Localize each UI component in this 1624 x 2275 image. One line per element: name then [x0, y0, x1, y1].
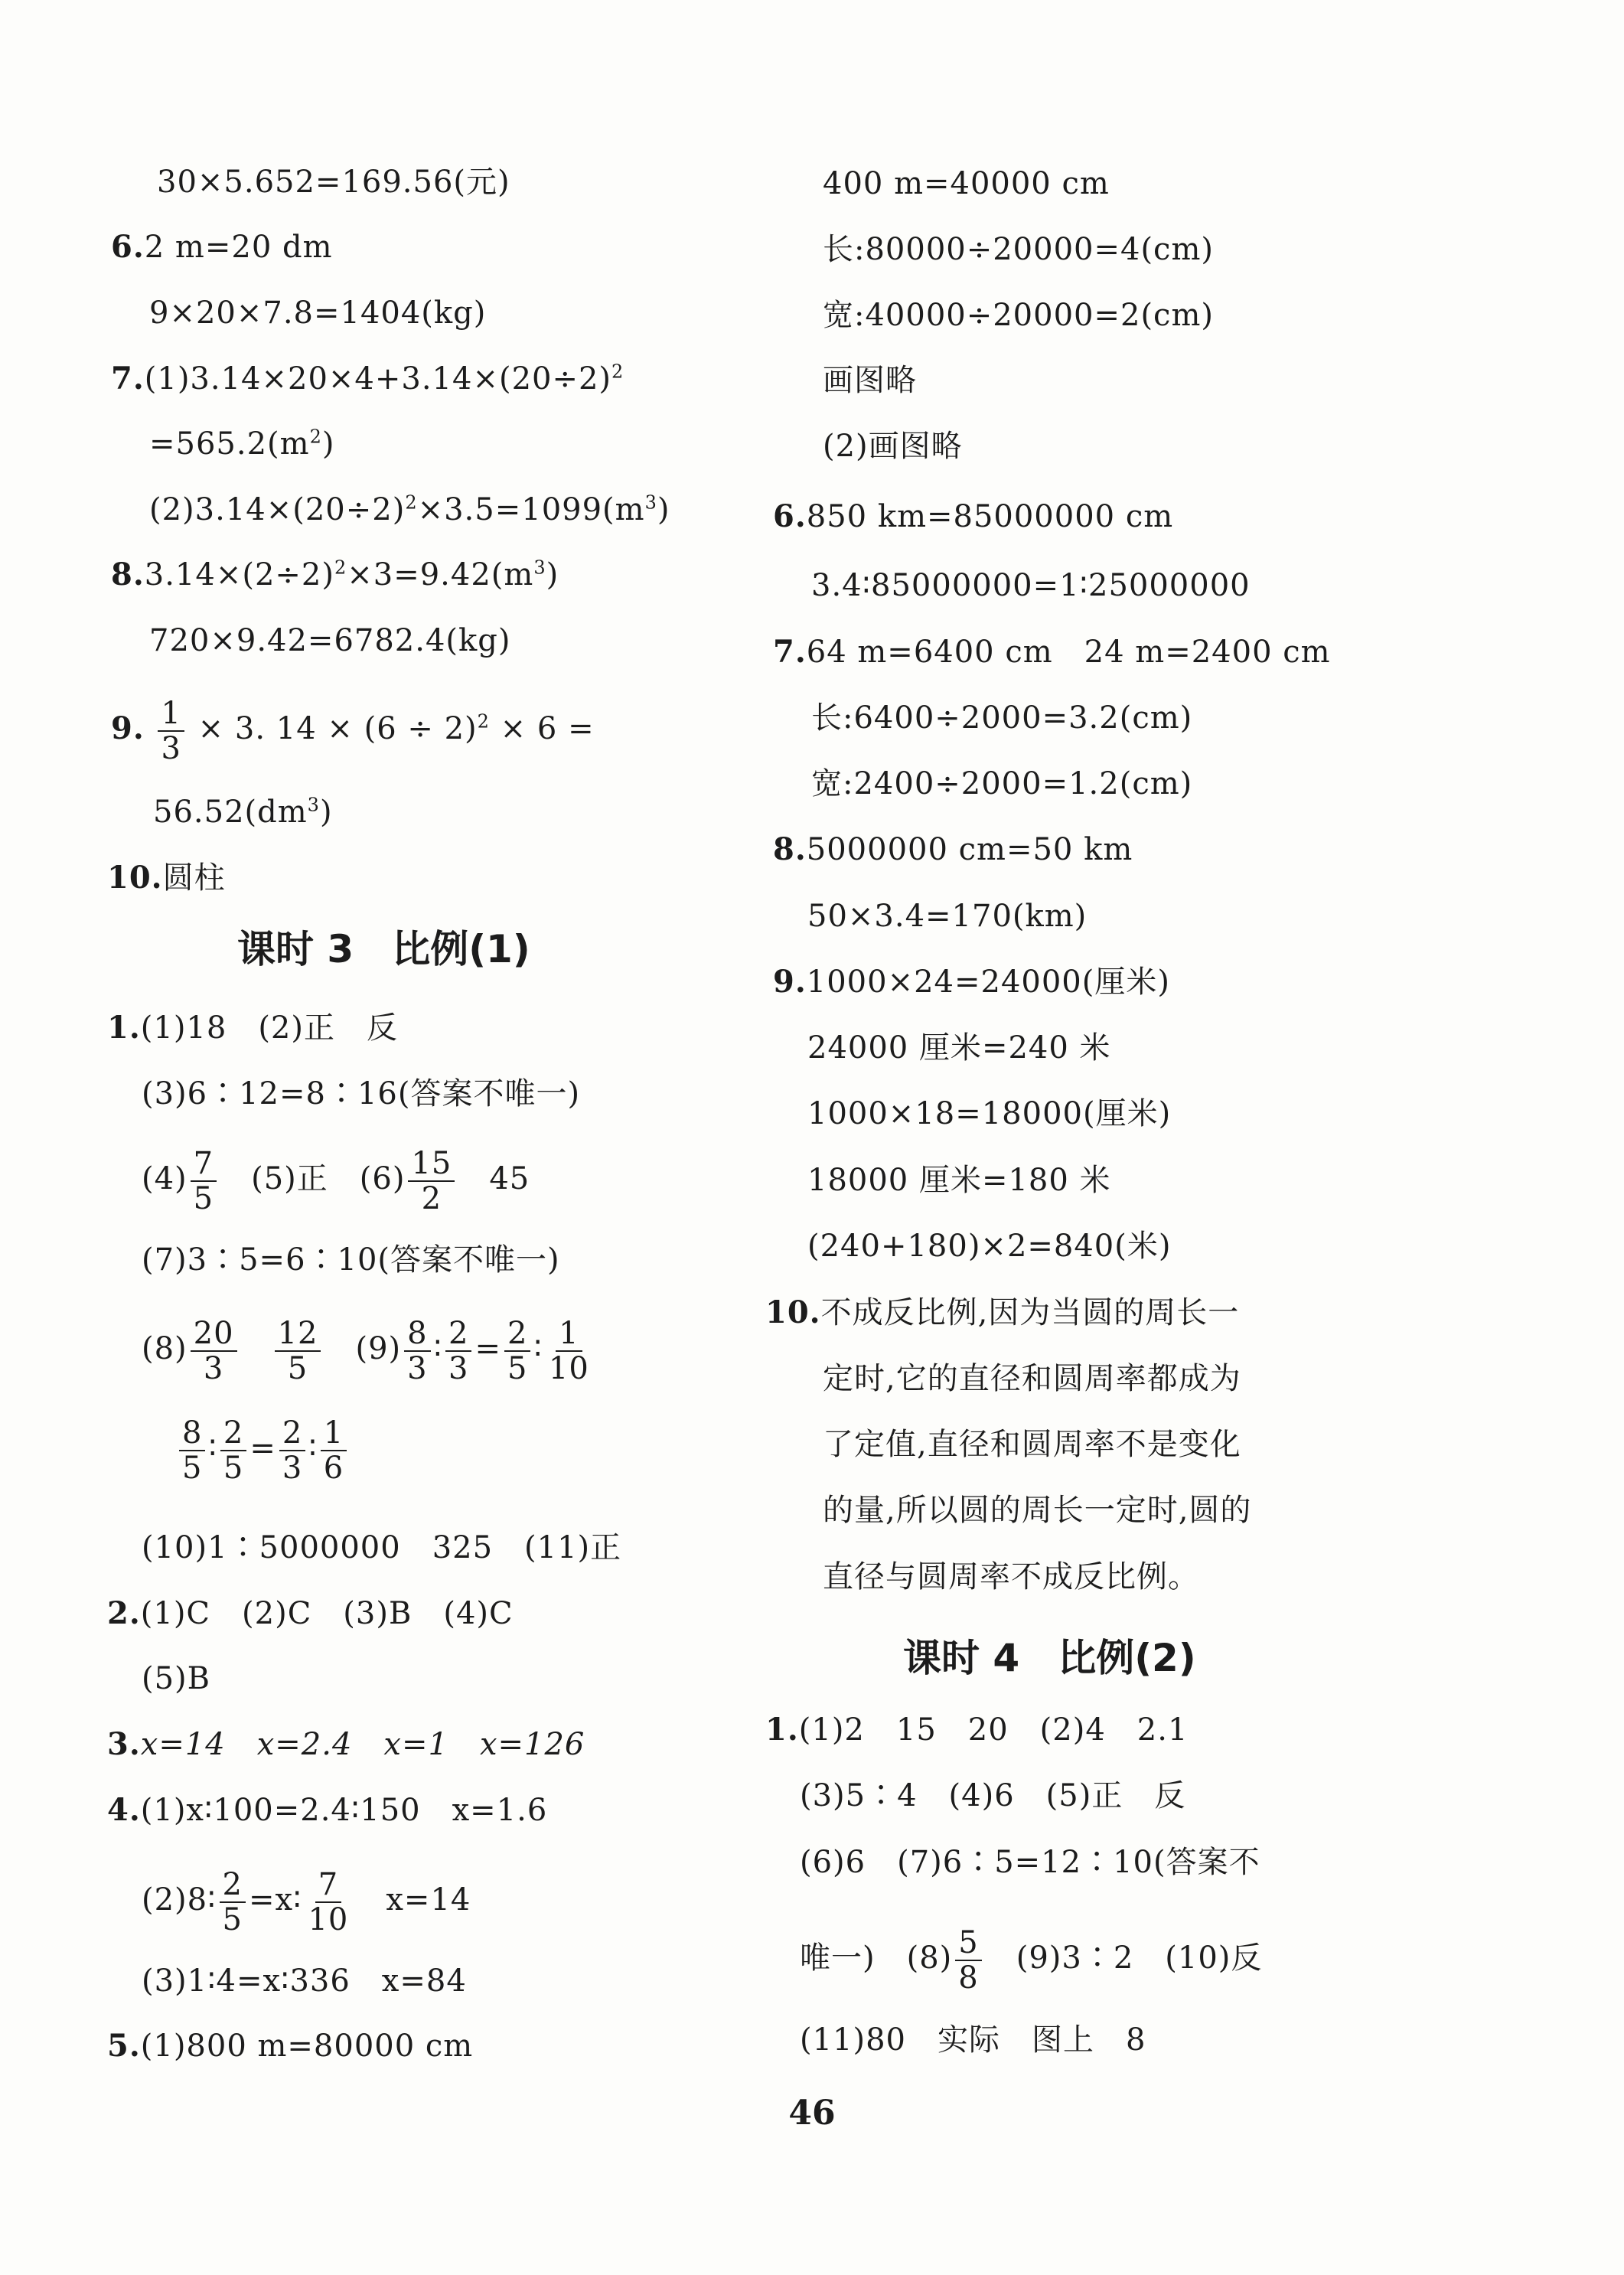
answer-line: (4) $\frac{7}{5}$ (5)正 (6) $\frac{15}{2}$ 45 — [142, 1146, 530, 1216]
answer-line: 7.64 m=6400 cm 24 m=2400 cm — [773, 634, 1331, 670]
answer-line: 8.5000000 cm=50 km — [773, 831, 1133, 867]
answer-line: (11)80 实际 图上 8 — [800, 2022, 1146, 2058]
section-heading: 课时 3 比例(1) — [237, 927, 530, 971]
answer-line: $=565.2(m^2)$ — [149, 426, 335, 462]
fraction: $\frac{2}{3}$ — [445, 1317, 471, 1386]
answer-line: $(2)3.14\times(20\div 2)^2\times 3.5=1099(m^3)$ — [149, 491, 670, 527]
answer-line: (3)6∶12=8∶16(答案不唯一) — [142, 1076, 581, 1111]
answer-line: (8) $\frac{20}{3}$ $\frac{12}{5}$ (9) $\frac{8}{3}$ ∶ $\frac{2}{3}$ = $\frac{2}{5}$ ∶ $\frac{1}{10}$ — [142, 1317, 595, 1386]
answer-line: 9. $\frac{1}{3}$ × 3. $14 \times (6 \div 2)^2 \times 6$ = — [111, 696, 595, 766]
answer-line: (5)B — [142, 1661, 211, 1696]
answer-line: (10)1∶5000000 325 (11)正 — [142, 1530, 622, 1565]
fraction: $\frac{1}{3}$ — [158, 697, 184, 765]
answer-line: (3)1∶4=x∶336 x=84 — [142, 1963, 467, 1999]
fraction: $\frac{8}{3}$ — [404, 1317, 430, 1386]
section-heading: 课时 4 比例(2) — [903, 1636, 1196, 1680]
answer-line: 5.(1)800 m=80000 cm — [107, 2028, 474, 2064]
answer-line: 3.x=14 x=2.4 x=1 x=126 — [107, 1726, 585, 1762]
answer-line: 长:6400÷2000=3.2(cm) — [811, 700, 1193, 736]
answer-line: (2)8∶ $\frac{2}{5}$ =x∶ $\frac{7}{10}$ x=14 — [142, 1867, 471, 1937]
answer-line: 6.2 m=20 dm — [111, 229, 333, 265]
answer-line: 1.(1)18 (2)正 反 — [107, 1010, 398, 1046]
answer-line: 4.(1)x∶100=2.4∶150 x=1.6 — [107, 1792, 548, 1828]
answer-line: 了定值,直径和圆周率不是变化 — [823, 1427, 1241, 1462]
answer-line: (3)5∶4 (4)6 (5)正 反 — [800, 1778, 1186, 1813]
fraction: $\frac{2}{5}$ — [220, 1868, 246, 1937]
answer-line: 720×9.42=6782.4(kg) — [149, 623, 511, 658]
answer-line: 的量,所以圆的周长一定时,圆的 — [823, 1493, 1252, 1528]
answer-line: 宽:40000÷20000=2(cm) — [823, 298, 1214, 333]
answer-line: 长:80000÷20000=4(cm) — [823, 232, 1214, 267]
answer-line: 6.850 km=85000000 cm — [773, 498, 1174, 534]
answer-line: (7)3∶5=6∶10(答案不唯一) — [142, 1242, 560, 1278]
fraction: $\frac{12}{5}$ — [275, 1317, 321, 1386]
answer-line: 400 m=40000 cm — [823, 166, 1110, 201]
answer-line: 宽:2400÷2000=1.2(cm) — [811, 766, 1193, 801]
fraction: $\frac{2}{5}$ — [504, 1317, 530, 1386]
answer-line: 画图略 — [823, 363, 917, 398]
answer-line: 9.1000×24=24000(厘米) — [773, 964, 1170, 1000]
fraction: $\frac{2}{5}$ — [220, 1416, 246, 1485]
answer-line: $\frac{8}{5}$ ∶ $\frac{2}{5}$ = $\frac{2}{3}$ ∶ $\frac{1}{6}$ — [176, 1416, 350, 1485]
answer-line: (2)画图略 — [823, 429, 963, 464]
answer-line: 24000 厘米=240 米 — [807, 1030, 1111, 1066]
answer-line: 30×5.652=169.56(元) — [157, 165, 510, 200]
answer-line: 1.(1)2 15 20 (2)4 2.1 — [765, 1712, 1189, 1748]
answer-line: $7.(1)3.14\times 20\times 4+3.14\times(20\div 2)^2$ — [111, 361, 624, 397]
answer-line: 定时,它的直径和圆周率都成为 — [823, 1361, 1241, 1396]
answer-line: $8.3.14\times(2\div 2)^2\times 3=9.42(m^3)$ — [111, 557, 559, 592]
fraction: $\frac{20}{3}$ — [191, 1317, 237, 1386]
fraction: $\frac{15}{2}$ — [408, 1147, 455, 1216]
fraction: $\frac{1}{10}$ — [548, 1316, 589, 1386]
answer-line: (240+180)×2=840(米) — [807, 1229, 1172, 1264]
fraction: $\frac{8}{5}$ — [179, 1416, 205, 1485]
answer-line: 50×3.4=170(km) — [807, 899, 1088, 934]
answer-line: (6)6 (7)6∶5=12∶10(答案不 — [800, 1845, 1260, 1880]
fraction: $\frac{1}{6}$ — [321, 1416, 347, 1485]
fraction: $\frac{2}{3}$ — [279, 1416, 305, 1485]
answer-line: 10.不成反比例,因为当圆的周长一 — [765, 1294, 1240, 1330]
answer-line: 直径与圆周率不成反比例。 — [823, 1559, 1199, 1594]
answer-line: 18000 厘米=180 米 — [807, 1163, 1111, 1198]
answer-line: 唯一) (8) $\frac{5}{8}$ (9)3∶2 (10)反 — [800, 1925, 1263, 1996]
answer-line: 10.圆柱 — [107, 860, 226, 896]
answer-line: 2.(1)C (2)C (3)B (4)C — [107, 1595, 514, 1631]
answer-line: 1000×18=18000(厘米) — [807, 1096, 1172, 1131]
fraction: $\frac{5}{8}$ — [955, 1926, 981, 1995]
fraction: $\frac{7}{5}$ — [191, 1147, 217, 1216]
page-number: 46 — [788, 2094, 836, 2133]
answer-line: $56.52(dm^3)$ — [153, 794, 333, 830]
fraction: $\frac{7}{10}$ — [308, 1867, 349, 1937]
answer-line: 9×20×7.8=1404(kg) — [149, 295, 487, 331]
answer-line: 3.4∶85000000=1∶25000000 — [811, 568, 1251, 603]
